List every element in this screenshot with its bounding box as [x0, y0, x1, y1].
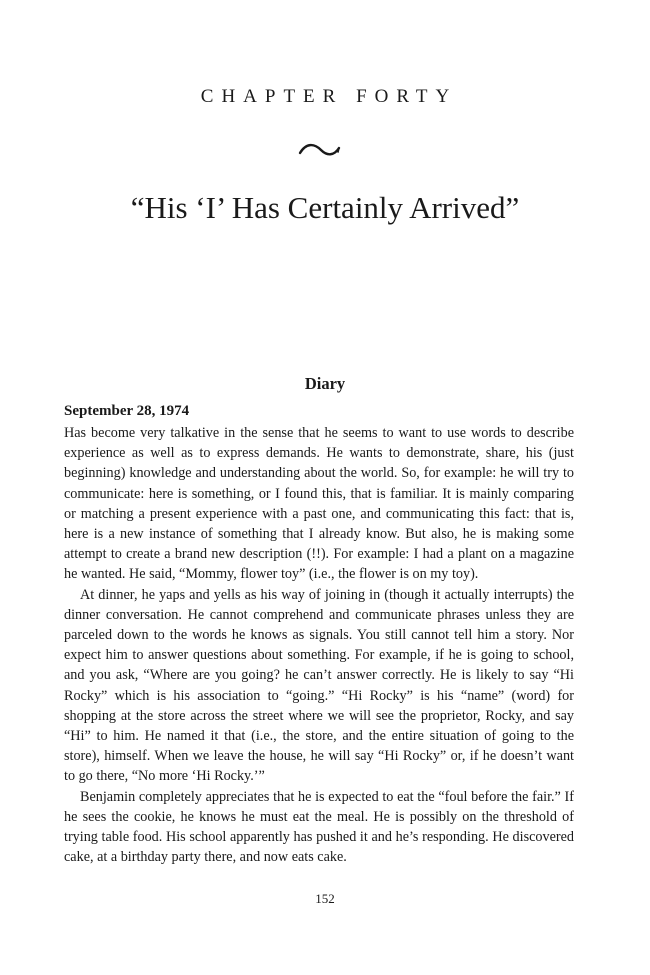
- diary-entry-date: September 28, 1974: [64, 403, 190, 419]
- diary-entry-body: [64, 423, 574, 867]
- paragraph: Has become very talkative in the sense that he seems to want to use words to describe experience as well as to express demands. He wants to demonstrate, share, his (just beginning) knowledge and understanding about the world. So, for example: he will try to communicate: here is something, or I found this, that is familiar. It is mainly comparing or matching a present experience with a past one, and communicating this fact: that is, here is a new instance of something that I already know. But also, he is making some attempt to create a brand new description (!!). For example: I had a plant on a magazine he wanted. He said, “Mommy, flower toy” (i.e., the flower is on my toy).: [64, 425, 574, 583]
- chapter-label: CHAPTER FORTY: [200, 86, 458, 107]
- section-heading: Diary: [304, 374, 346, 393]
- paragraph: At dinner, he yaps and yells as his way of joining in (though it actually interrupts) the dinner conversation. He cannot comprehend and communicate phrases unless they are parceled down to the words he knows as signals. You still cannot tell him a story. Nor expect him to answer questions about something. For example, if he is going to school, and you ask, “Where are you going? he can’t answer correctly. He is likely to say “Hi Rocky” which is his association to “going.” “Hi Rocky” is his “name” (word) for shopping at the store across the street where we will see the proprietor, Rocky, and say “Hi” to him. He named it that (i.e., the store, and the entire situation of going to the store), himself. When we leave the house, he will say “Hi Rocky” or, if he doesn’t want to go there, “No more ‘Hi Rocky.’”: [64, 586, 574, 785]
- chapter-title: “His ‘I’ Has Certainly Arrived”: [130, 190, 520, 225]
- page-number: 152: [315, 891, 335, 906]
- paragraph: Benjamin completely appreciates that he is expected to eat the “foul before the fair.” If he sees the cookie, he knows he must eat the meal. He is possibly on the threshold of trying table food. His school apparently has pushed it and he’s responding. He discovered cake, at a birthday party there, and now eats cake.: [64, 788, 574, 866]
- tilde-swash-ornament-icon: [296, 138, 344, 162]
